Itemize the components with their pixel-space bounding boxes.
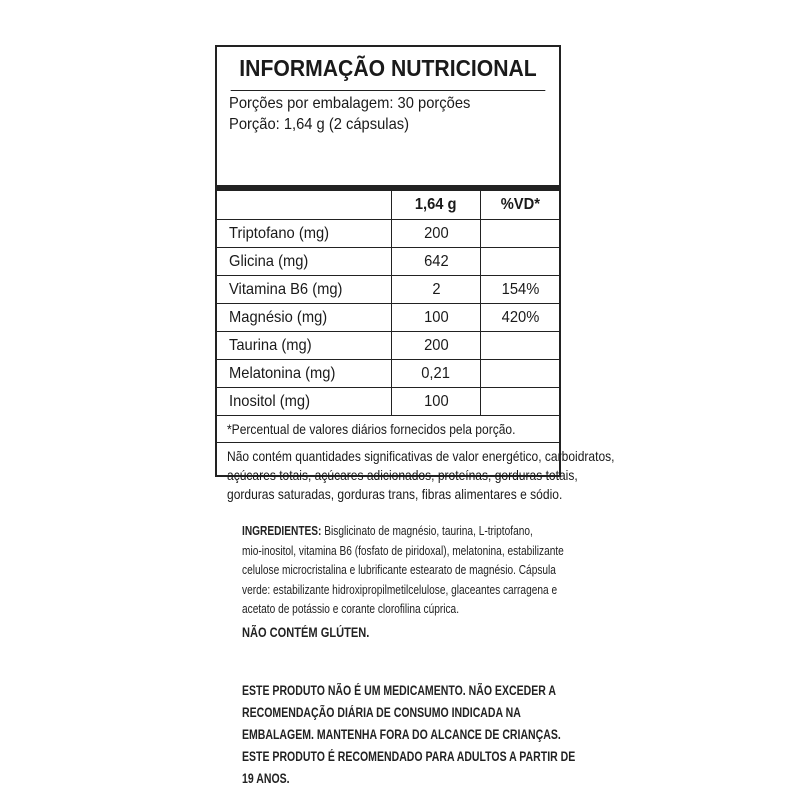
table-row: [217, 332, 559, 360]
nutrient-name: Glicina (mg): [229, 252, 309, 270]
nutrition-title: INFORMAÇÃO NUTRICIONAL: [231, 47, 546, 91]
table-row: [217, 304, 559, 332]
not-contain-line: gorduras saturadas, gorduras trans, fibras alimentares e sódio.: [227, 486, 563, 502]
table-row: [217, 360, 559, 388]
header-empty-cell: [217, 191, 392, 220]
serving-size: Porção: 1,64 g (2 cápsulas): [229, 116, 410, 133]
servings-per-package: Porções por embalagem: 30 porções: [229, 95, 471, 112]
nutrition-facts-panel: [215, 45, 615, 502]
table-row: [217, 276, 559, 304]
nutrient-name: Melatonina (mg): [229, 364, 336, 382]
ingredients-line: verde: estabilizante hidroxipropilmetilcelulose, glaceantes carragena e: [242, 581, 558, 597]
ingredients-label: INGREDIENTES:: [242, 523, 322, 538]
nutrient-name: Magnésio (mg): [229, 308, 328, 326]
header-dv: %VD*: [500, 196, 540, 213]
gluten-statement: NÃO CONTÉM GLÚTEN.: [242, 624, 370, 640]
not-contain-statement: [217, 443, 615, 508]
dv-footnote: *Percentual de valores diários fornecidos pela porção.: [217, 416, 559, 443]
nutrition-table: [217, 191, 559, 416]
nutrient-amount: 642: [423, 252, 449, 270]
nutrient-amount: 100: [423, 392, 449, 410]
warning-line: ESTE PRODUTO É RECOMENDADO PARA ADULTOS A PARTIR DE: [242, 749, 576, 764]
ingredients-line: [242, 521, 531, 541]
table-row: [217, 220, 559, 248]
nutrient-name: Vitamina B6 (mg): [229, 280, 343, 298]
ingredients-line: acetato de potássio e corante clorofilina cúprica.: [242, 601, 460, 616]
not-contain-line: açúcares totais, açúcares adicionados, proteínas, gorduras totais,: [227, 467, 578, 483]
not-contain-line: Não contém quantidades significativas de valor energético, carboidratos,: [227, 448, 615, 464]
table-header-row: [217, 191, 559, 220]
nutrient-amount: 100: [423, 308, 449, 326]
warning-section: [242, 680, 576, 790]
nutrient-amount: 200: [423, 224, 449, 242]
nutrient-name: Taurina (mg): [229, 336, 312, 354]
ingredients-line: mio-inositol, vitamina B6 (fosfato de piridoxal), melatonina, estabilizante: [242, 542, 564, 558]
warning-line: EMBALAGEM. MANTENHA FORA DO ALCANCE DE CRIANÇAS.: [242, 727, 561, 742]
ingredients-line: celulose microcristalina e lubrificante estearato de magnésio. Cápsula: [242, 562, 556, 577]
nutrient-dv: 420%: [501, 308, 539, 326]
serving-info: [217, 91, 559, 191]
nutrient-amount: 0,21: [421, 364, 451, 382]
table-row: [217, 248, 559, 276]
warning-line: RECOMENDAÇÃO DIÁRIA DE CONSUMO INDICADA NA: [242, 705, 521, 720]
nutrient-name: Inositol (mg): [229, 392, 310, 410]
ingredients-section: [242, 521, 564, 642]
ingredients-text: Bisglicinato de magnésio, taurina, L-triptofano,: [321, 523, 533, 538]
nutrient-amount: 200: [423, 336, 449, 354]
header-amount: 1,64 g: [415, 196, 457, 213]
nutrient-amount: 2: [431, 280, 441, 298]
nutrient-dv: 154%: [501, 280, 539, 298]
warning-line: ESTE PRODUTO NÃO É UM MEDICAMENTO. NÃO EXCEDER A: [242, 683, 556, 698]
warning-line: 19 ANOS.: [242, 771, 290, 786]
table-row: [217, 388, 559, 416]
nutrient-name: Triptofano (mg): [229, 224, 330, 242]
